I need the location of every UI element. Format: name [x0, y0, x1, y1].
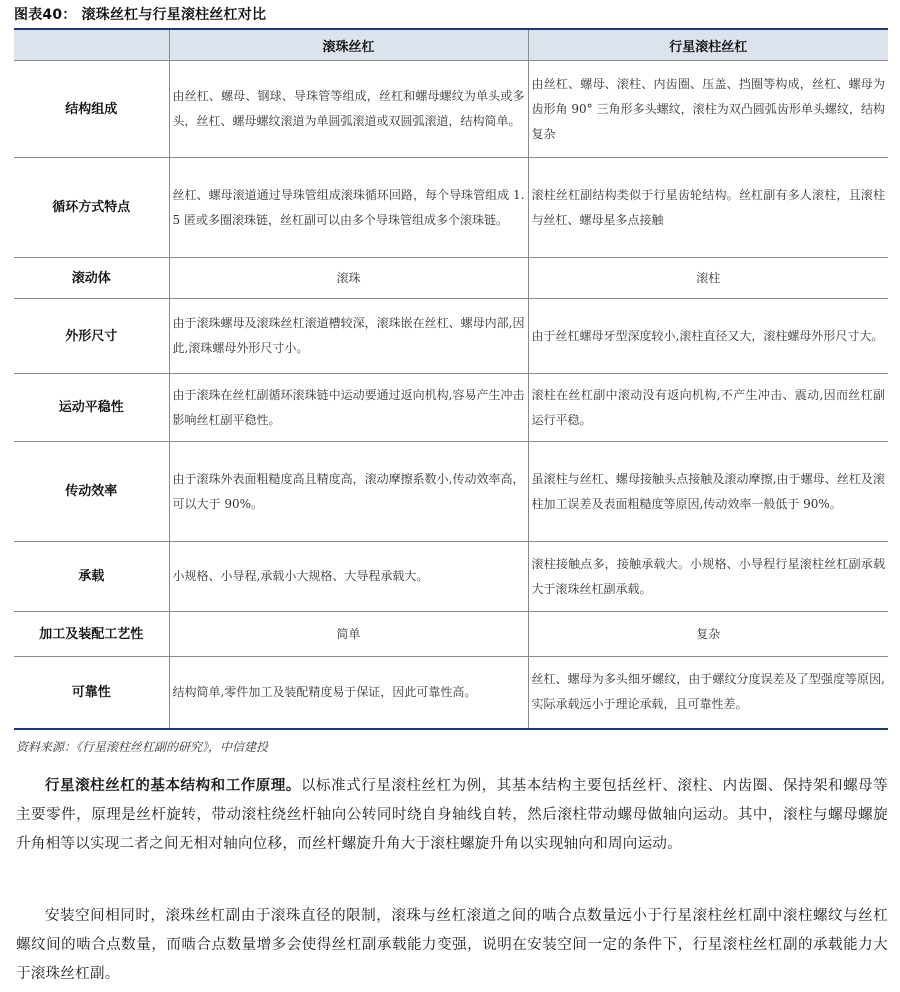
ball-screw-cell: 简单 — [169, 612, 528, 657]
ball-screw-cell: 由于滚珠外表面粗糙度高且精度高，滚动摩擦系数小,传动效率高，可以大于 90%。 — [169, 442, 528, 542]
row-label: 结构组成 — [14, 61, 169, 158]
row-label: 可靠性 — [14, 657, 169, 729]
paragraph-lead: 行星滚柱丝杠的基本结构和工作原理。 — [45, 778, 301, 794]
ball-screw-cell: 滚珠 — [169, 258, 528, 299]
row-label: 传动效率 — [14, 442, 169, 542]
table-row — [14, 299, 888, 374]
comparison-table — [14, 30, 888, 730]
ball-screw-cell: 由丝杠、螺母、钢球、导珠管等组成，丝杠和螺母螺纹为单头或多头，丝杠、螺母螺纹滚道为单圆弧滚道或双圆弧滚道，结构简单。 — [169, 61, 528, 158]
table-row — [14, 612, 888, 657]
header-cell-empty — [14, 30, 169, 61]
header-roller-screw: 行星滚柱丝杠 — [528, 30, 888, 61]
roller-screw-cell: 滚柱在丝杠副中滚动没有返向机构,不产生冲击、震动,因而丝杠副运行平稳。 — [528, 374, 888, 442]
table-row — [14, 61, 888, 158]
roller-screw-cell: 由于丝杠螺母牙型深度较小,滚柱直径又大，滚柱螺母外形尺寸大。 — [528, 299, 888, 374]
roller-screw-cell: 丝杠、螺母为多头细牙螺纹，由于螺纹分度误差及了型强度等原因,实际承载远小于理论承载，且可靠性差。 — [528, 657, 888, 729]
row-label: 运动平稳性 — [14, 374, 169, 442]
row-label: 滚动体 — [14, 258, 169, 299]
source-note: 资料来源：《行星滚柱丝杠副的研究》，中信建投 — [16, 740, 269, 754]
roller-screw-cell: 滚柱接触点多，接触承载大。小规格、小导程行星滚柱丝杠副承载大于滚珠丝杠副承载。 — [528, 542, 888, 612]
figure-title: 图表40： 滚珠丝杠与行星滚柱丝杠对比 — [14, 7, 267, 23]
ball-screw-cell: 由于滚珠螺母及滚珠丝杠滚道槽较深，滚珠嵌在丝杠、螺母内部,因此,滚珠螺母外形尺寸小。 — [169, 299, 528, 374]
ball-screw-cell: 丝杠、螺母滚道通过导珠管组成滚珠循环回路，每个导珠管组成 1.5 匿或多圈滚珠链，丝杠副可以由多个导珠管组成多个滚珠链。 — [169, 158, 528, 258]
table-row — [14, 258, 888, 299]
header-ball-screw: 滚珠丝杠 — [169, 30, 528, 61]
row-label: 承载 — [14, 542, 169, 612]
ball-screw-cell: 小规格、小导程,承载小大规格、大导程承载大。 — [169, 542, 528, 612]
table-row — [14, 442, 888, 542]
roller-screw-cell: 由丝杠、螺母、滚柱、内齿圈、压盖、挡圈等构成，丝杠、螺母为齿形角 90° 三角形多头螺纹，滚柱为双凸圆弧齿形单头螺纹，结构复杂 — [528, 61, 888, 158]
roller-screw-cell: 复杂 — [528, 612, 888, 657]
table-row — [14, 657, 888, 729]
row-label: 外形尺寸 — [14, 299, 169, 374]
table-header-row — [14, 30, 888, 61]
paragraph-body: 安装空间相同时，滚珠丝杠副由于滚珠直径的限制，滚珠与丝杠滚道之间的啮合点数量远小于行星滚柱丝杠副中滚柱螺纹与丝杠螺纹间的啮合点数量，而啮合点数量增多会使得丝杠副承载能力变强，说明在安装空间一定的条件下，行星滚柱丝杠副的承载能力大于滚珠丝杠副。 — [16, 908, 888, 982]
roller-screw-cell: 滚柱丝杠副结构类似于行星齿轮结构。丝杠副有多人滚柱，且滚柱与丝杠、螺母星多点接触 — [528, 158, 888, 258]
roller-screw-cell: 滚柱 — [528, 258, 888, 299]
ball-screw-cell: 结构简单,零件加工及装配精度易于保证，因此可靠性高。 — [169, 657, 528, 729]
ball-screw-cell: 由于滚珠在丝杠副循环滚珠链中运动要通过返向机构,容易产生冲击影响丝杠副平稳性。 — [169, 374, 528, 442]
paragraph-body: 以标准式行星滚柱丝杠为例，其基本结构主要包括丝杆、滚柱、内齿圈、保持架和螺母等主要零件，原理是丝杆旋转，带动滚柱绕丝杆轴向公转同时绕自身轴线自转，然后滚柱带动螺母做轴向运动。其中，滚柱与螺母螺旋升角相等以实现二者之间无相对轴向位移，而丝杆螺旋升角大于滚柱螺旋升角以实现轴向和周向运动。 — [16, 778, 888, 852]
roller-screw-cell: 虽滚柱与丝杠、螺母接触头点接触及滚动摩擦,由于螺母、丝杠及滚柱加工误差及表面粗糙度等原因,传动效率一般低于 90%。 — [528, 442, 888, 542]
paragraph-principle — [16, 772, 888, 859]
row-label: 加工及装配工艺性 — [14, 612, 169, 657]
row-label: 循环方式特点 — [14, 158, 169, 258]
table-row — [14, 158, 888, 258]
paragraph-capacity — [16, 902, 888, 989]
table-row — [14, 542, 888, 612]
table-row — [14, 374, 888, 442]
